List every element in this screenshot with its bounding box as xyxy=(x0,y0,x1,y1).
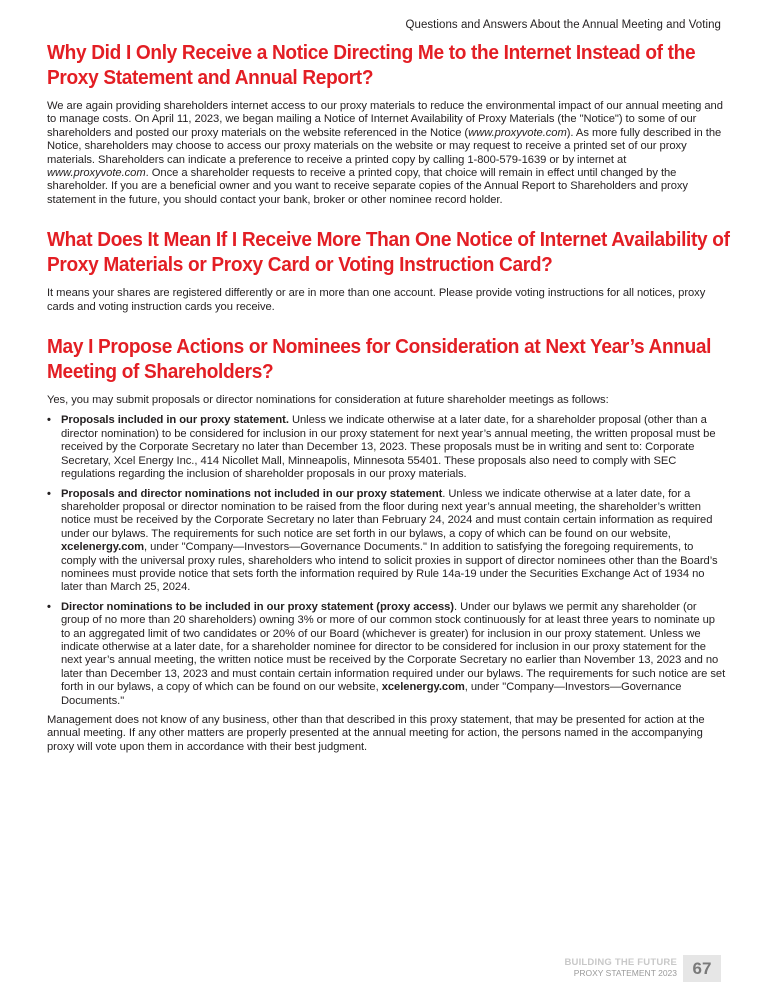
body-text: . Once a shareholder requests to receive a printed copy, that choice will remain in effect until changed by the shareholder. If you are a beneficial owner and you want to receive separate copies of the Annual Report to Shareholders and proxy statement in the future, you should contact your bank, broker or other nominee record holder. xyxy=(47,167,688,206)
document-content xyxy=(47,40,730,774)
list-item-proposals-included xyxy=(47,414,727,481)
list-item-proxy-access xyxy=(47,601,727,708)
section-propose-actions xyxy=(47,334,727,754)
section-notice-internet xyxy=(47,40,727,207)
section-heading: Why Did I Only Receive a Notice Directing Me to the Internet Instead of the Proxy Statement and Annual Report? xyxy=(47,41,696,89)
list-item-lead: Proposals and director nominations not included in our proxy statement xyxy=(61,487,443,500)
footer-title: BUILDING THE FUTURE xyxy=(564,957,677,968)
list-item-proposals-not-included xyxy=(47,488,727,595)
bullet-icon: • xyxy=(47,487,51,500)
lead-punct: . xyxy=(442,487,446,500)
lead-punct: . xyxy=(285,414,289,427)
section-body xyxy=(47,100,727,207)
page-footer xyxy=(564,955,721,982)
proxyvote-link[interactable]: www.proxyvote.com xyxy=(47,167,146,180)
list-item-text: Unless we indicate otherwise at a later date, for a shareholder proposal (other than a director nomination) to be considered for inclusion in our proxy statement for next year’s annual meeting, the written proposal must be received by the Corporate Secretary no later than December 13, 2023. These proposals must be in writing and sent to: Corporate Secretary, Xcel Energy Inc., 414 Nicollet Mall, Minneapolis, Minnesota 55401. These proposals also need to comply with SEC regulations regarding the inclusion of shareholder proposals in our proxy materials. xyxy=(61,414,716,481)
bullet-icon: • xyxy=(47,600,51,613)
list-item-text-after: , under "Company—Investors—Governance Documents." In addition to satisfying the foregoing requirements, to comply with the universal proxy rules, shareholders who intend to solicit proxies in support of director nominees other than the Board’s nominees must provide notice that sets forth the information required by Rule 14a-19 under the Securities Exchange Act of 1934 no later than March 25, 2024. xyxy=(61,541,718,594)
page-number: 67 xyxy=(683,955,721,982)
section-multiple-notices xyxy=(47,227,730,314)
section-intro: Yes, you may submit proposals or director nominations for consideration at future shareholder meetings as follows: xyxy=(47,394,609,407)
list-item-text: Unless we indicate otherwise at a later date, for a shareholder proposal or director nomination to be raised from the floor during next year’s annual meeting, the shareholder’s written notice must be received by the Corporate Secretary no later than February 24, 2024 and must contain certain information as required under our bylaws. The requirements for such notice are set forth in our bylaws, a copy of which can be found on our website, xyxy=(61,487,713,540)
xcelenergy-link[interactable]: xcelenergy.com xyxy=(61,541,145,554)
closing-paragraph: Management does not know of any business, other than that described in this proxy statement, that may be presented for action at the annual meeting. If any other matters are properly presented at the annual meeting for action, the persons named in the accompanying proxy will vote upon them in accordance with their best judgment. xyxy=(47,714,705,753)
list-item-text: Under our bylaws we permit any shareholder (or group of no more than 20 shareholders) owning 3% or more of our common stock continuously for at least three years to nominate up to an aggregated limit of two candidates or 20% of our Board (whichever is greater) for inclusion in our proxy statement. Unless we indicate otherwise at a later date, for a shareholder nominee for director to be considered for inclusion in our proxy statement for the next year’s annual meeting, the written notice must be received by the Corporate Secretary no earlier than November 13, 2023 and no later than December 13, 2023 and must contain certain information required under our bylaws. The requirements for such notice are set forth in our bylaws, a copy of which can be found on our website, xyxy=(61,600,726,694)
section-heading: What Does It Mean If I Receive More Than One Notice of Internet Availability of Proxy Materials or Proxy Card or Voting Instruction Card? xyxy=(47,228,730,277)
lead-punct: . xyxy=(453,600,458,613)
bullet-icon: • xyxy=(47,414,51,427)
footer-subtitle: PROXY STATEMENT 2023 xyxy=(573,968,677,978)
section-body: It means your shares are registered differently or are in more than one account. Please provide voting instructions for all notices, proxy cards and voting instruction cards you receive. xyxy=(47,287,706,313)
proposal-list xyxy=(47,414,727,708)
list-item-text-after: , under "Company—Investors—Governance Documents." xyxy=(61,681,682,707)
xcelenergy-link[interactable]: xcelenergy.com xyxy=(381,681,465,694)
body-text: We are again providing shareholders internet access to our proxy materials to reduce the environmental impact of our annual meeting and to manage costs. On April 11, 2023, we began mailing a Notice of Internet Availability of Proxy Materials (the "Notice") to some of our shareholders and posted our proxy materials on the website referenced in the Notice ( xyxy=(47,100,723,139)
body-text: ). As more fully described in the Notice, shareholders may choose to access our proxy materials on the website or may request to receive a printed set of our proxy materials. Shareholders can indicate a preference to receive a printed copy by calling 1-800-579-1639 or by internet at xyxy=(47,126,722,166)
section-heading: May I Propose Actions or Nominees for Consideration at Next Year’s Annual Meeting of Shareholders? xyxy=(47,335,712,384)
list-item-lead: Director nominations to be included in our proxy statement (proxy access) xyxy=(61,600,454,613)
list-item-lead: Proposals included in our proxy statement xyxy=(61,414,286,427)
running-header: Questions and Answers About the Annual Meeting and Voting xyxy=(405,19,721,31)
footer-branding xyxy=(564,955,683,982)
proxyvote-link[interactable]: www.proxyvote.com xyxy=(468,126,567,139)
